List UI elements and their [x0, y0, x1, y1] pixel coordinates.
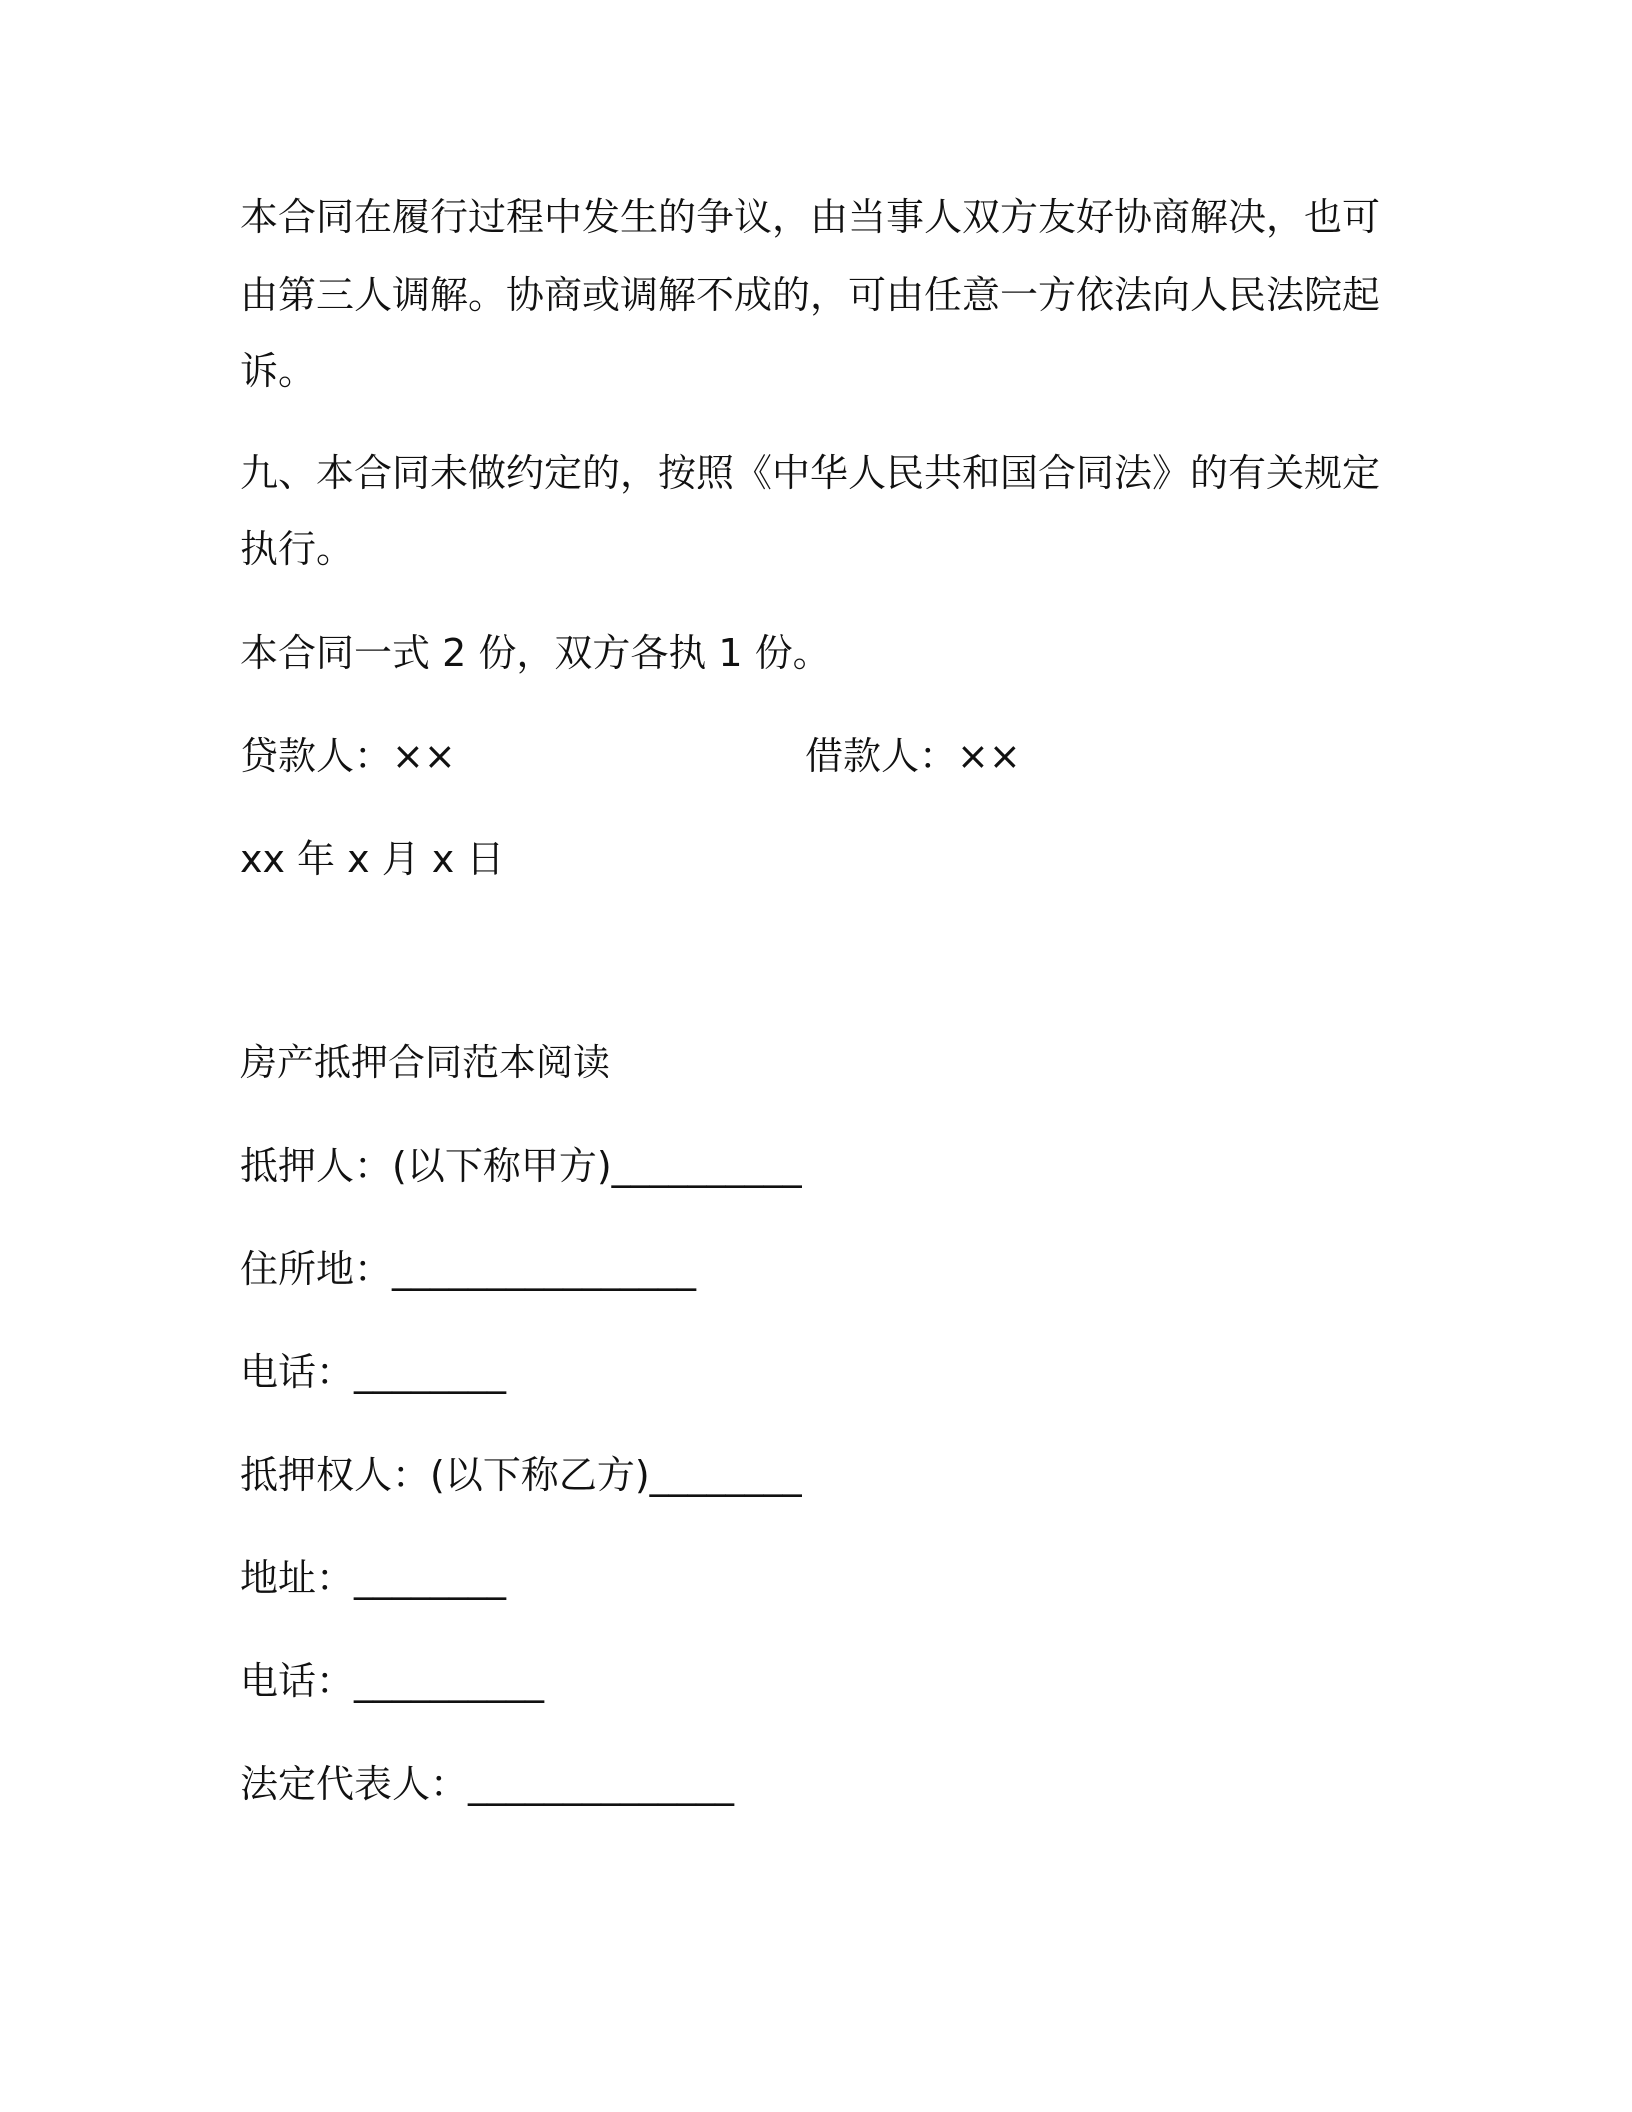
signing-date: xx 年 x 月 x 日: [240, 837, 505, 881]
copies-statement: 本合同一式 2 份，双方各执 1 份。: [240, 631, 831, 675]
dispute-clause-line-1: 本合同在履行过程中发生的争议，由当事人双方友好协商解决，也可: [240, 195, 1381, 239]
address-field: 地址：________: [240, 1556, 507, 1600]
clause-nine-line-2: 执行。: [240, 527, 355, 571]
phone-field-2: 电话：__________: [240, 1659, 545, 1703]
section-title: 房产抵押合同范本阅读: [240, 1041, 610, 1084]
clause-nine-line-1: 九、本合同未做约定的，按照《中华人民共和国合同法》的有关规定: [240, 451, 1381, 495]
residence-field: 住所地：________________: [240, 1247, 697, 1291]
dispute-clause-line-2: 由第三人调解。协商或调解不成的，可由任意一方依法向人民法院起: [240, 273, 1381, 317]
borrower-signature: 借款人：××: [805, 734, 1021, 778]
mortgagee-field: 抵押权人：(以下称乙方)________: [240, 1453, 802, 1497]
mortgagor-field: 抵押人：(以下称甲方)__________: [240, 1144, 802, 1188]
legal-representative-field: 法定代表人：______________: [240, 1762, 735, 1806]
lender-signature: 贷款人：××: [240, 734, 456, 778]
phone-field-1: 电话：________: [240, 1350, 507, 1394]
dispute-clause-line-3: 诉。: [240, 349, 317, 393]
